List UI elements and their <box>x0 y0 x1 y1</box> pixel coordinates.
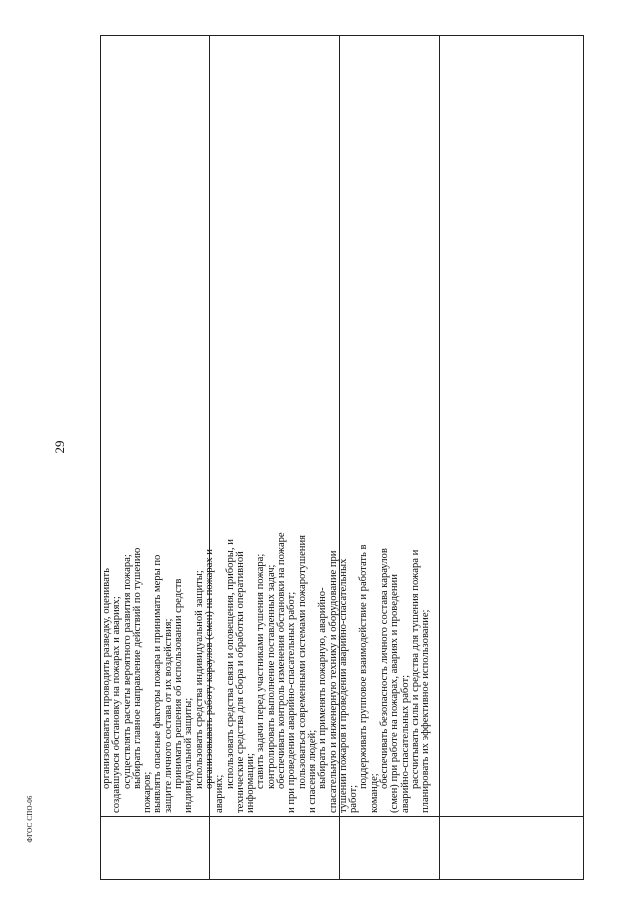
skill-line: и спасения людей; <box>306 729 318 813</box>
skill-line: обеспечивать контроль изменения обстановки на пожаре <box>276 532 288 789</box>
skill-line: выбирать главное направление действий по тушению <box>131 547 143 789</box>
skill-line: использовать средства связи и оповещения, приборы, и <box>224 539 236 789</box>
skill-line: обеспечивать безопасность личного состава караулов <box>379 548 391 789</box>
table-cell-empty <box>210 36 339 816</box>
skill-line: (смен) при работе на пожарах, авариях и проведении <box>389 574 401 813</box>
skill-line: пользоваться современными системами пожаротушения <box>296 534 308 789</box>
skill-line: контролировать выполнение поставленных задач; <box>265 564 277 789</box>
table-body <box>100 35 584 880</box>
skill-line: авариях; <box>214 774 226 813</box>
skill-line: пожаров; <box>142 771 154 813</box>
skill-line: осуществлять расчеты вероятного развития пожара; <box>121 554 133 789</box>
footer-code: ФГОС СПО-06 <box>26 795 34 843</box>
skill-line: работ; <box>348 784 360 813</box>
table-row <box>210 35 340 880</box>
skill-line: индивидуальной защиты; <box>183 697 195 813</box>
skill-line: аварийно-спасательных работ; <box>399 674 411 813</box>
skill-line: организовывать работу караулов (смен) на пожарах и <box>203 549 215 789</box>
skill-line: использовать средства индивидуальной защиты; <box>193 570 205 789</box>
skill-line: технические средства для сбора и обработки оперативной <box>234 551 246 813</box>
table-cell-index <box>101 816 209 879</box>
skill-line: ставить задачи перед участниками тушения пожара; <box>255 553 267 789</box>
table-row <box>100 35 432 880</box>
skill-line: защите личного состава от их воздействия; <box>162 618 174 813</box>
table-cell-empty <box>337 36 439 816</box>
page-number: 29 <box>52 440 67 454</box>
table-row <box>337 35 440 880</box>
skill-line: создавшуюся обстановку на пожарах и авариях; <box>111 596 123 813</box>
skill-line: поддерживать групповое взаимодействие и работать в <box>358 544 370 789</box>
skill-line: и при проведении аварийно-спасательных работ; <box>286 591 298 813</box>
skill-line: организовывать и проводить разведку, оценивать <box>101 568 112 789</box>
skill-line: спасательную и инженерную технику и оборудование при <box>327 550 339 813</box>
skill-line: информации; <box>245 753 257 813</box>
skill-line: тушении пожаров и проведении аварийно-спасательных <box>337 558 349 813</box>
competency-table <box>100 35 584 880</box>
skill-line: выявлять опасные факторы пожара и принимать меры по <box>152 554 164 813</box>
skill-line: команде; <box>368 773 380 813</box>
skill-line: рассчитывать силы и средства для тушения пожара и <box>409 549 421 789</box>
skill-line: планировать их эффективное использование; <box>420 609 432 813</box>
table-cell-index <box>440 816 583 879</box>
table-cell-empty <box>440 36 583 816</box>
table-cell-index <box>210 816 339 879</box>
table-row <box>440 35 584 880</box>
skill-line: выбирать и применять пожарную, аварийно- <box>317 587 329 789</box>
table-cell-skills <box>101 36 432 816</box>
table-cell-index <box>340 816 439 879</box>
skill-line: принимать решения об использовании средств <box>173 578 185 789</box>
